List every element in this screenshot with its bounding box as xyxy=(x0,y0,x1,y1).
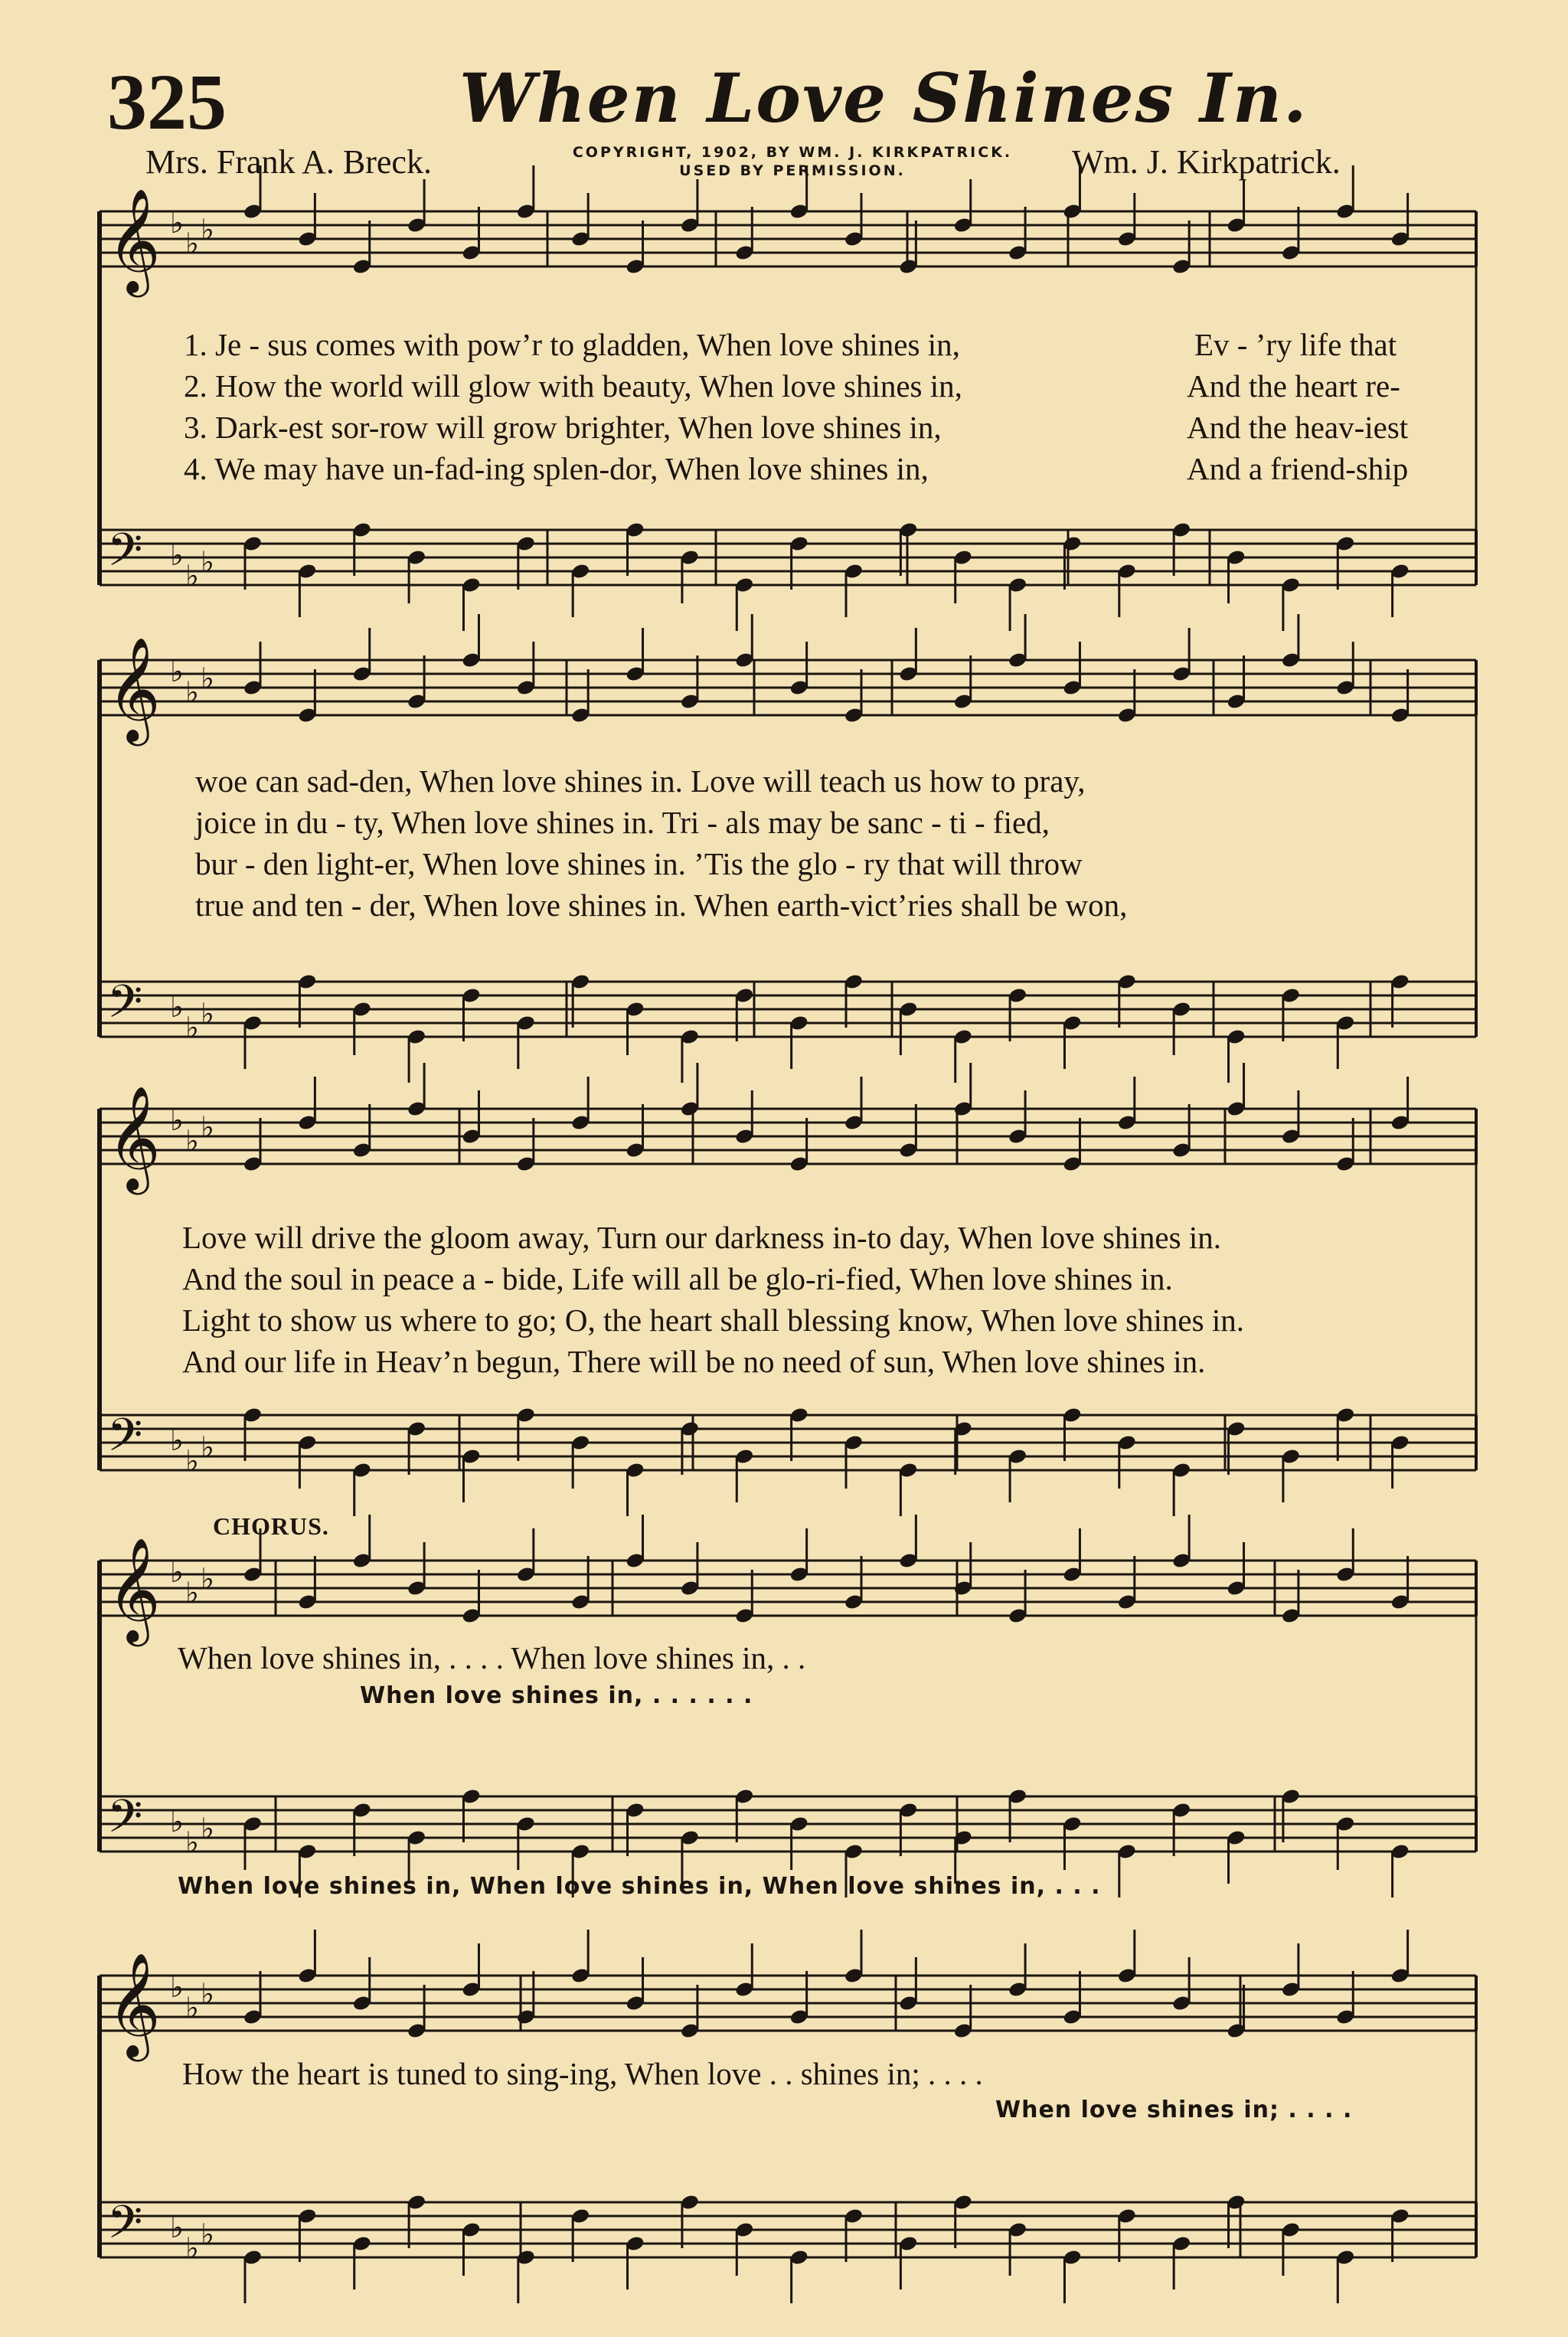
svg-text:♭: ♭ xyxy=(170,2211,184,2244)
svg-text:♭: ♭ xyxy=(185,1991,199,2025)
copyright-line-2: USED BY PERMISSION. xyxy=(679,162,906,179)
svg-text:♭: ♭ xyxy=(201,1110,214,1144)
svg-text:♭: ♭ xyxy=(170,655,184,688)
s3-verse-2: And the soul in peace a - bide, Life will all be glo-ri-fied, When love shines in. xyxy=(182,1261,1173,1296)
svg-text:𝄢: 𝄢 xyxy=(107,523,143,587)
s3-verse-4: And our life in Heav’n begun, There will be no need of sun, When love shines in. xyxy=(182,1344,1206,1379)
svg-text:𝄢: 𝄢 xyxy=(107,2195,143,2260)
svg-text:𝄢: 𝄢 xyxy=(107,1408,143,1472)
s1-verse-1-end: Ev - ’ry life that xyxy=(1194,327,1397,362)
chorus-label: CHORUS. xyxy=(213,1512,329,1540)
s1-verse-4-end: And a friend-ship xyxy=(1187,451,1409,486)
svg-text:♭: ♭ xyxy=(185,1124,199,1158)
svg-text:♭: ♭ xyxy=(201,1562,214,1596)
svg-text:♭: ♭ xyxy=(201,1812,214,1845)
s1-verse-3-end: And the heav-iest xyxy=(1187,410,1409,445)
svg-text:♭: ♭ xyxy=(185,559,199,593)
s1-verse-2: 2. How the world will glow with beauty, When love shines in, xyxy=(184,368,962,404)
s2-verse-3: bur - den light-er, When love shines in. ’Tis the glo - ry that will throw xyxy=(195,846,1083,881)
s4-bass-lyric: When love shines in, When love shines in, When love shines in, . . . xyxy=(178,1873,1101,1900)
svg-text:𝄞: 𝄞 xyxy=(107,636,161,741)
svg-text:♭: ♭ xyxy=(170,1103,184,1137)
s3-verse-3: Light to show us where to go; O, the heart shall blessing know, When love shines in. xyxy=(182,1303,1244,1338)
hymn-author: Mrs. Frank A. Breck. xyxy=(145,143,432,181)
s4-alto-lyric: When love shines in, . . . . . . xyxy=(360,1682,753,1709)
s1-verse-2-end: And the heart re- xyxy=(1187,368,1400,404)
s1-verse-3: 3. Dark-est sor-row will grow brighter, When love shines in, xyxy=(184,410,942,445)
svg-text:♭: ♭ xyxy=(185,1825,199,1859)
s1-verse-4: 4. We may have un-fad-ing splen-dor, When love shines in, xyxy=(184,451,929,486)
s3-verse-1: Love will drive the gloom away, Turn our darkness in-to day, When love shines in. xyxy=(182,1220,1221,1255)
svg-text:♭: ♭ xyxy=(185,2231,199,2265)
svg-text:♭: ♭ xyxy=(170,1970,184,2004)
svg-text:𝄞: 𝄞 xyxy=(107,1536,161,1642)
svg-text:𝄢: 𝄢 xyxy=(107,975,143,1039)
svg-text:♭: ♭ xyxy=(201,662,214,695)
s2-verse-1: woe can sad-den, When love shines in. Love will teach us how to pray, xyxy=(195,763,1086,799)
svg-text:♭: ♭ xyxy=(201,1977,214,2011)
svg-text:♭: ♭ xyxy=(170,1555,184,1589)
svg-text:♭: ♭ xyxy=(170,538,184,572)
s1-verse-1: 1. Je - sus comes with pow’r to gladden, When love shines in, xyxy=(184,327,960,362)
s5-bass-lyric: When love shines in; . . . . xyxy=(995,2097,1353,2123)
svg-text:♭: ♭ xyxy=(185,1576,199,1610)
svg-text:𝄞: 𝄞 xyxy=(107,1951,161,2057)
svg-text:𝄞: 𝄞 xyxy=(107,187,161,293)
svg-text:𝄢: 𝄢 xyxy=(107,1790,143,1854)
svg-text:♭: ♭ xyxy=(185,1011,199,1044)
svg-text:♭: ♭ xyxy=(185,675,199,709)
svg-text:♭: ♭ xyxy=(185,1444,199,1478)
hymn-title: When Love Shines In. xyxy=(459,58,1308,138)
svg-text:♭: ♭ xyxy=(201,1430,214,1464)
svg-text:♭: ♭ xyxy=(185,227,199,260)
svg-text:♭: ♭ xyxy=(201,2218,214,2251)
svg-text:♭: ♭ xyxy=(201,997,214,1031)
svg-text:♭: ♭ xyxy=(201,213,214,247)
s5-treble-lyric: How the heart is tuned to sing-ing, When love . . shines in; . . . . xyxy=(182,2056,983,2091)
svg-text:♭: ♭ xyxy=(201,545,214,579)
s4-treble-lyric: When love shines in, . . . . When love shines in, . . xyxy=(178,1640,806,1675)
s2-verse-2: joice in du - ty, When love shines in. Tri - als may be sanc - ti - fied, xyxy=(195,805,1050,840)
svg-text:♭: ♭ xyxy=(170,1423,184,1457)
hymn-composer: Wm. J. Kirkpatrick. xyxy=(1072,143,1341,181)
svg-text:♭: ♭ xyxy=(170,206,184,240)
hymn-number: 325 xyxy=(107,58,227,146)
svg-text:𝄞: 𝄞 xyxy=(107,1084,161,1190)
s2-verse-4: true and ten - der, When love shines in. When earth-vict’ries shall be won, xyxy=(195,887,1128,923)
copyright-line-1: COPYRIGHT, 1902, BY WM. J. KIRKPATRICK. xyxy=(572,144,1013,161)
svg-text:♭: ♭ xyxy=(170,1805,184,1839)
svg-text:♭: ♭ xyxy=(170,990,184,1024)
